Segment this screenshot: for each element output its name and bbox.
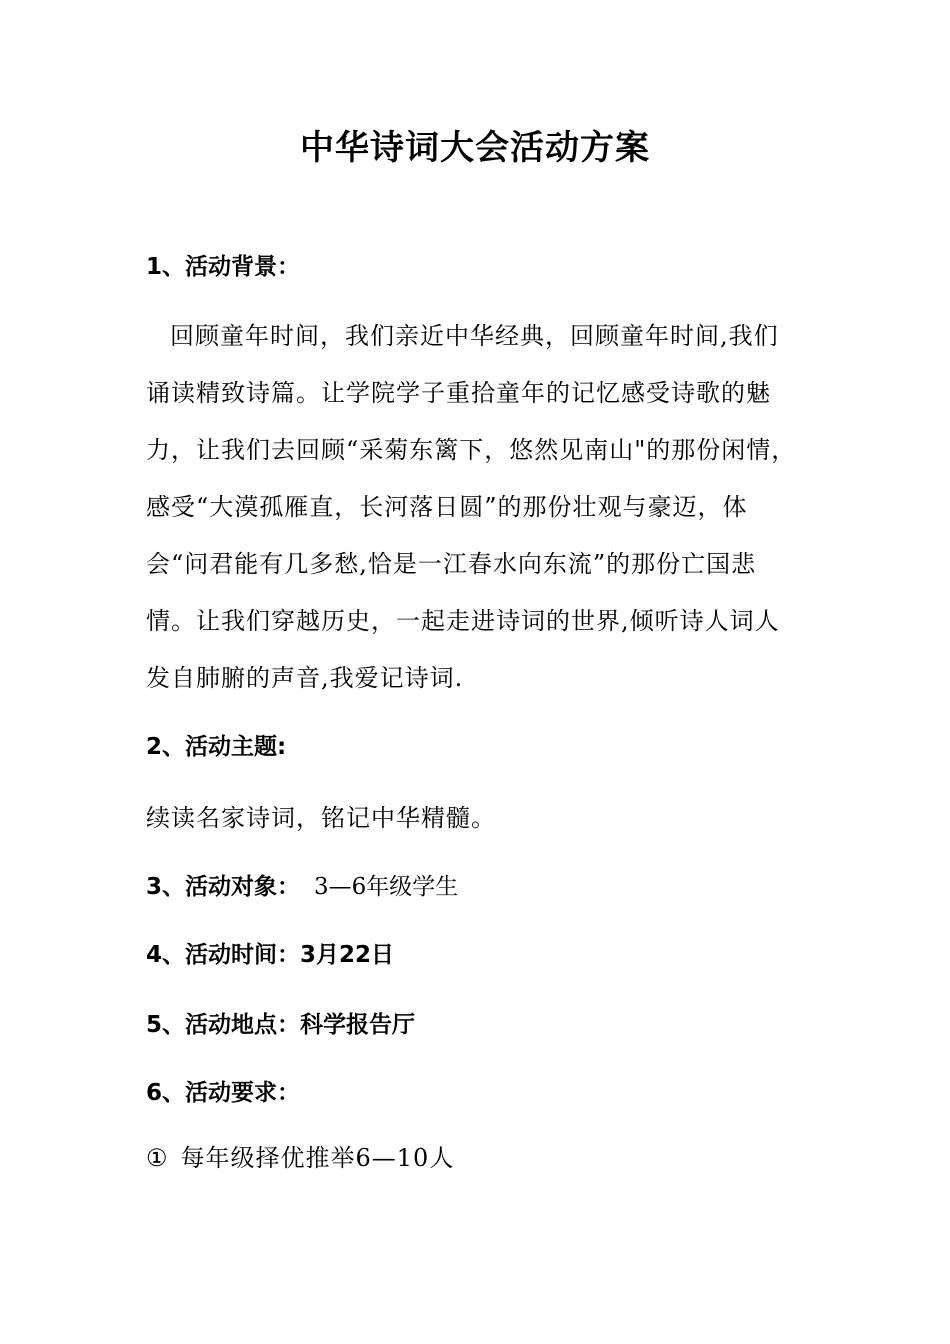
background-line-3: 力，让我们去回顾“采菊东篱下，悠然见南山"的那份闲情， [146,436,797,464]
requirement-text: 每年级择优推举6—10人 [180,1144,455,1172]
section-heading-theme: 2、活动主题: [146,734,287,760]
section-heading-time: 4、活动时间： [146,942,301,968]
location-value: 科学报告厅 [300,1012,416,1038]
section-heading-location: 5、活动地点： [146,1012,301,1038]
time-value: 3月22日 [300,942,395,968]
target-value: 3—6年级学生 [314,874,459,900]
background-line-5: 会“问君能有几多愁,恰是一江春水向东流”的那份亡国悲 [146,550,757,578]
theme-text: 续读名家诗词，铭记中华精髓。 [146,804,496,832]
section-heading-target: 3、活动对象： [146,874,301,900]
background-line-4: 感受“大漠孤雁直，长河落日圆”的那份壮观与豪迈，体 [146,493,748,521]
section-target [146,870,458,904]
background-line-2: 诵读精致诗篇。让学院学子重拾童年的记忆感受诗歌的魅 [146,379,771,407]
section-time [146,938,394,972]
requirement-marker: ① [146,1144,169,1172]
background-line-1: 回顾童年时间，我们亲近中华经典，回顾童年时间,我们 [170,322,779,350]
section-heading-background: 1、活动背景： [146,254,301,280]
page-title: 中华诗词大会活动方案 [300,128,650,168]
background-line-7: 发自肺腑的声音,我爱记诗词. [146,664,464,692]
background-line-6: 情。让我们穿越历史，一起走进诗词的世界,倾听诗人词人 [146,607,780,635]
section-heading-requirements: 6、活动要求： [146,1080,301,1106]
requirement-item [146,1138,454,1178]
section-location [146,1008,415,1042]
